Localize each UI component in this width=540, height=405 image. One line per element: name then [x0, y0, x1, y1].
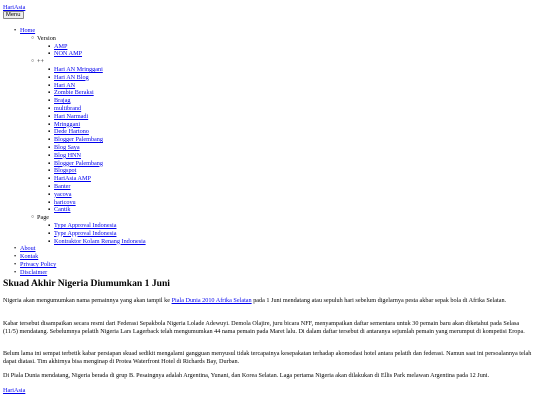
nav-plus-link[interactable]: Zombie Beraksi	[54, 89, 94, 97]
nav-plus-link[interactable]: Banter	[54, 182, 71, 190]
nav-plus-item[interactable]	[54, 74, 520, 82]
article-title: Skuad Akhir Nigeria Diumumkan 1 Juni	[3, 278, 170, 289]
article-paragraph-2: Kabar tersebut disampaikan secara resmi dari Federasi Sepakbola Nigeria Lolade Adewuyi. Demola Olajire, juru bicara NFF, menyampaikan daftar sementara untuk 30 pemain baru akan diketahui pada Selasa (11/5) mendatang. Sebelumnya pelatih Nigeria Lars Lagerback telah mengumumkan 44 nama pemain pada Maret lalu. Di dalam daftar tersebut di antaranya sejumlah pemain yang merumput di kompetisi Eropa.	[3, 320, 525, 335]
nav-group	[20, 35, 520, 246]
nav-plus-item[interactable]	[54, 199, 520, 207]
nav-plus-link[interactable]: Blog HNN	[54, 151, 81, 159]
nav-version-link[interactable]: AMP	[54, 42, 68, 50]
nav-plus-item[interactable]	[54, 82, 520, 90]
nav-submenu	[20, 35, 520, 246]
nav-plus-item[interactable]	[54, 105, 520, 113]
nav-extra-link[interactable]: Disclaimer	[20, 268, 48, 276]
plus-list	[37, 66, 520, 214]
article-paragraph-1	[3, 297, 533, 305]
nav-plus-item[interactable]	[54, 144, 520, 152]
nav-plus-item[interactable]	[54, 175, 520, 183]
nav-page-item[interactable]	[54, 222, 520, 230]
nav-plus-link[interactable]: multibrand	[54, 104, 82, 112]
main-nav	[20, 27, 520, 277]
extra-list	[20, 245, 520, 276]
nav-plus-label: ++	[37, 58, 44, 66]
logo-link[interactable]: HariAsia	[3, 4, 26, 11]
nav-plus-link[interactable]: Blogger Palembang	[54, 136, 103, 144]
menu-button[interactable]: Menu	[3, 11, 24, 19]
page-list	[37, 222, 520, 245]
nav-plus	[37, 58, 520, 214]
world-cup-link[interactable]: Piala Dunia 2010 Afrika Selatan	[171, 297, 252, 304]
nav-plus-link[interactable]: Mringgani	[54, 120, 81, 128]
nav-plus-item[interactable]	[54, 97, 520, 105]
nav-page	[37, 214, 520, 245]
nav-page-link[interactable]: Kontraktor Kolam Renang Indonesia	[54, 237, 146, 245]
nav-plus-item[interactable]	[54, 89, 520, 97]
nav-plus-item[interactable]	[54, 191, 520, 199]
nav-plus-item[interactable]	[54, 160, 520, 168]
nav-page-link[interactable]: Type Approval Indonesia	[54, 221, 117, 229]
nav-extra-link[interactable]: Privacy Policy	[20, 260, 57, 268]
footer-logo-link[interactable]: HariAsia	[3, 387, 26, 394]
article-paragraph-3: Belum lama ini sempat terbetik kabar persiapan skuad sedikit mengalami gangguan menyusul tidak tercapainya kesepakatan terhadap akomodasi hotel antara pelatih dan federasi. Namun saat ini persoalannya telah dapat diatasi. Tim akhirnya bisa menginap di Protea Waterfront Hotel di Richards Bay, Durban.	[3, 350, 532, 365]
nav-extra-item[interactable]	[20, 253, 520, 261]
nav-plus-link[interactable]: Cantik	[54, 206, 71, 214]
nav-plus-link[interactable]: Hari Narmadi	[54, 112, 89, 120]
nav-plus-link[interactable]: haricovu	[54, 198, 76, 206]
nav-extra-group	[20, 245, 520, 276]
nav-extra-link[interactable]: Kontak	[20, 253, 39, 261]
nav-version-item[interactable]	[54, 50, 520, 58]
p1-after: pada 1 Juni mendatang atau sepuluh hari sebelum digelarnya pesta akbar sepak bola di Afrika Selatan.	[251, 297, 507, 304]
p1-before: Nigeria akan mengumumkan nama pemainnya yang akan tampil ke	[3, 297, 172, 304]
footer-logo[interactable]	[3, 387, 25, 395]
nav-version-label: Version	[37, 34, 56, 42]
nav-plus-item[interactable]	[54, 113, 520, 121]
nav-plus-item[interactable]	[54, 121, 520, 129]
nav-plus-item[interactable]	[54, 128, 520, 136]
nav-plus-link[interactable]: HariAsia AMP	[54, 175, 91, 183]
nav-item-home[interactable]	[20, 27, 520, 35]
nav-plus-link[interactable]: Blogspot	[54, 167, 77, 175]
nav-version	[37, 35, 520, 58]
nav-plus-link[interactable]: Hari AN Mringgani	[54, 65, 103, 73]
nav-plus-link[interactable]: Blogger Palembang	[54, 159, 103, 167]
nav-link-home[interactable]: Home	[20, 27, 36, 34]
nav-plus-link[interactable]: Dede Hartono	[54, 128, 89, 136]
nav-page-link[interactable]: Type Approval Indonesia	[54, 229, 117, 237]
nav-plus-item[interactable]	[54, 206, 520, 214]
nav-page-item[interactable]	[54, 230, 520, 238]
nav-extra-item[interactable]	[20, 261, 520, 269]
nav-page-item[interactable]	[54, 238, 520, 246]
nav-page-label: Page	[37, 214, 50, 222]
nav-plus-item[interactable]	[54, 167, 520, 175]
version-list	[37, 43, 520, 59]
nav-extra-item[interactable]	[20, 245, 520, 253]
nav-version-item[interactable]	[54, 43, 520, 51]
nav-plus-item[interactable]	[54, 136, 520, 144]
nav-extra-item[interactable]	[20, 269, 520, 277]
nav-plus-item[interactable]	[54, 183, 520, 191]
nav-plus-link[interactable]: Hari AN	[54, 81, 76, 89]
nav-plus-item[interactable]	[54, 152, 520, 160]
nav-plus-link[interactable]: Blog Saya	[54, 143, 80, 151]
nav-extra-link[interactable]: About	[20, 245, 36, 253]
nav-version-link[interactable]: NON AMP	[54, 50, 83, 58]
nav-plus-item[interactable]	[54, 66, 520, 74]
article-paragraph-4: Di Piala Dunia mendatang, Nigeria berada di grup B. Pesaingnya adalah Argentina, Yunani, dan Korea Selatan. Laga pertama Nigeria akan dilakukan di Ellis Park melawan Argentina pada 12 Juni.	[3, 372, 490, 379]
nav-plus-link[interactable]: Brajag	[54, 97, 71, 105]
nav-plus-link[interactable]: yacova	[54, 190, 72, 198]
nav-plus-link[interactable]: Hari AN Blog	[54, 73, 89, 81]
